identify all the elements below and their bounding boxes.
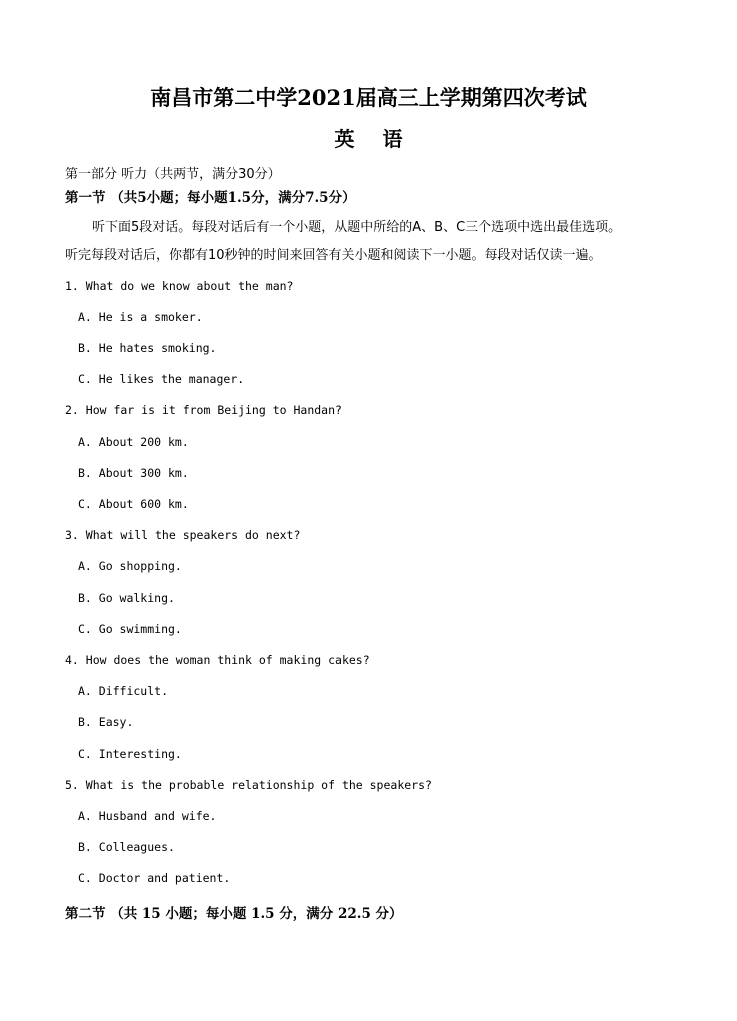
question-option: B. He hates smoking. <box>78 341 217 355</box>
question-option: C. About 600 km. <box>78 497 189 511</box>
question-option: B. About 300 km. <box>78 466 189 480</box>
question-stem: 1. What do we know about the man? <box>65 279 294 293</box>
question-option: C. Doctor and patient. <box>78 871 231 885</box>
part1-heading: 第一部分 听力（共两节，满分30分） <box>65 167 281 182</box>
question-option: B. Colleagues. <box>78 840 175 854</box>
subject-title <box>0 123 737 152</box>
question-option: C. Interesting. <box>78 747 182 761</box>
question-stem: 3. What will the speakers do next? <box>65 528 301 542</box>
section1-heading: 第一节 （共5小题；每小题1.5分，满分7.5分） <box>65 190 356 206</box>
instructions-line-2: 听完每段对话后，你都有10秒钟的时间来回答有关小题和阅读下一小题。每段对话仅读一遍。 <box>65 248 602 263</box>
question-option: C. Go swimming. <box>78 622 182 636</box>
section2-heading: 第二节 （共 15 小题；每小题 1.5 分，满分 22.5 分） <box>65 906 403 922</box>
subject-char-2: 语 <box>382 127 403 151</box>
question-option: A. Husband and wife. <box>78 809 217 823</box>
question-stem: 2. How far is it from Beijing to Handan? <box>65 403 342 417</box>
question-option: A. About 200 km. <box>78 435 189 449</box>
question-option: C. He likes the manager. <box>78 372 245 386</box>
instructions-line-1: 听下面5段对话。每段对话后有一个小题，从题中所给的A、B、C三个选项中选出最佳选项。 <box>92 220 622 235</box>
subject-char-1: 英 <box>334 127 355 151</box>
question-option: A. Go shopping. <box>78 559 182 573</box>
question-option: B. Go walking. <box>78 591 175 605</box>
question-option: A. He is a smoker. <box>78 310 203 324</box>
question-option: A. Difficult. <box>78 684 169 698</box>
question-stem: 4. How does the woman think of making cakes? <box>65 653 370 667</box>
exam-title: 南昌市第二中学2021届高三上学期第四次考试 <box>150 85 587 110</box>
question-stem: 5. What is the probable relationship of the speakers? <box>65 778 432 792</box>
question-option: B. Easy. <box>78 715 134 729</box>
